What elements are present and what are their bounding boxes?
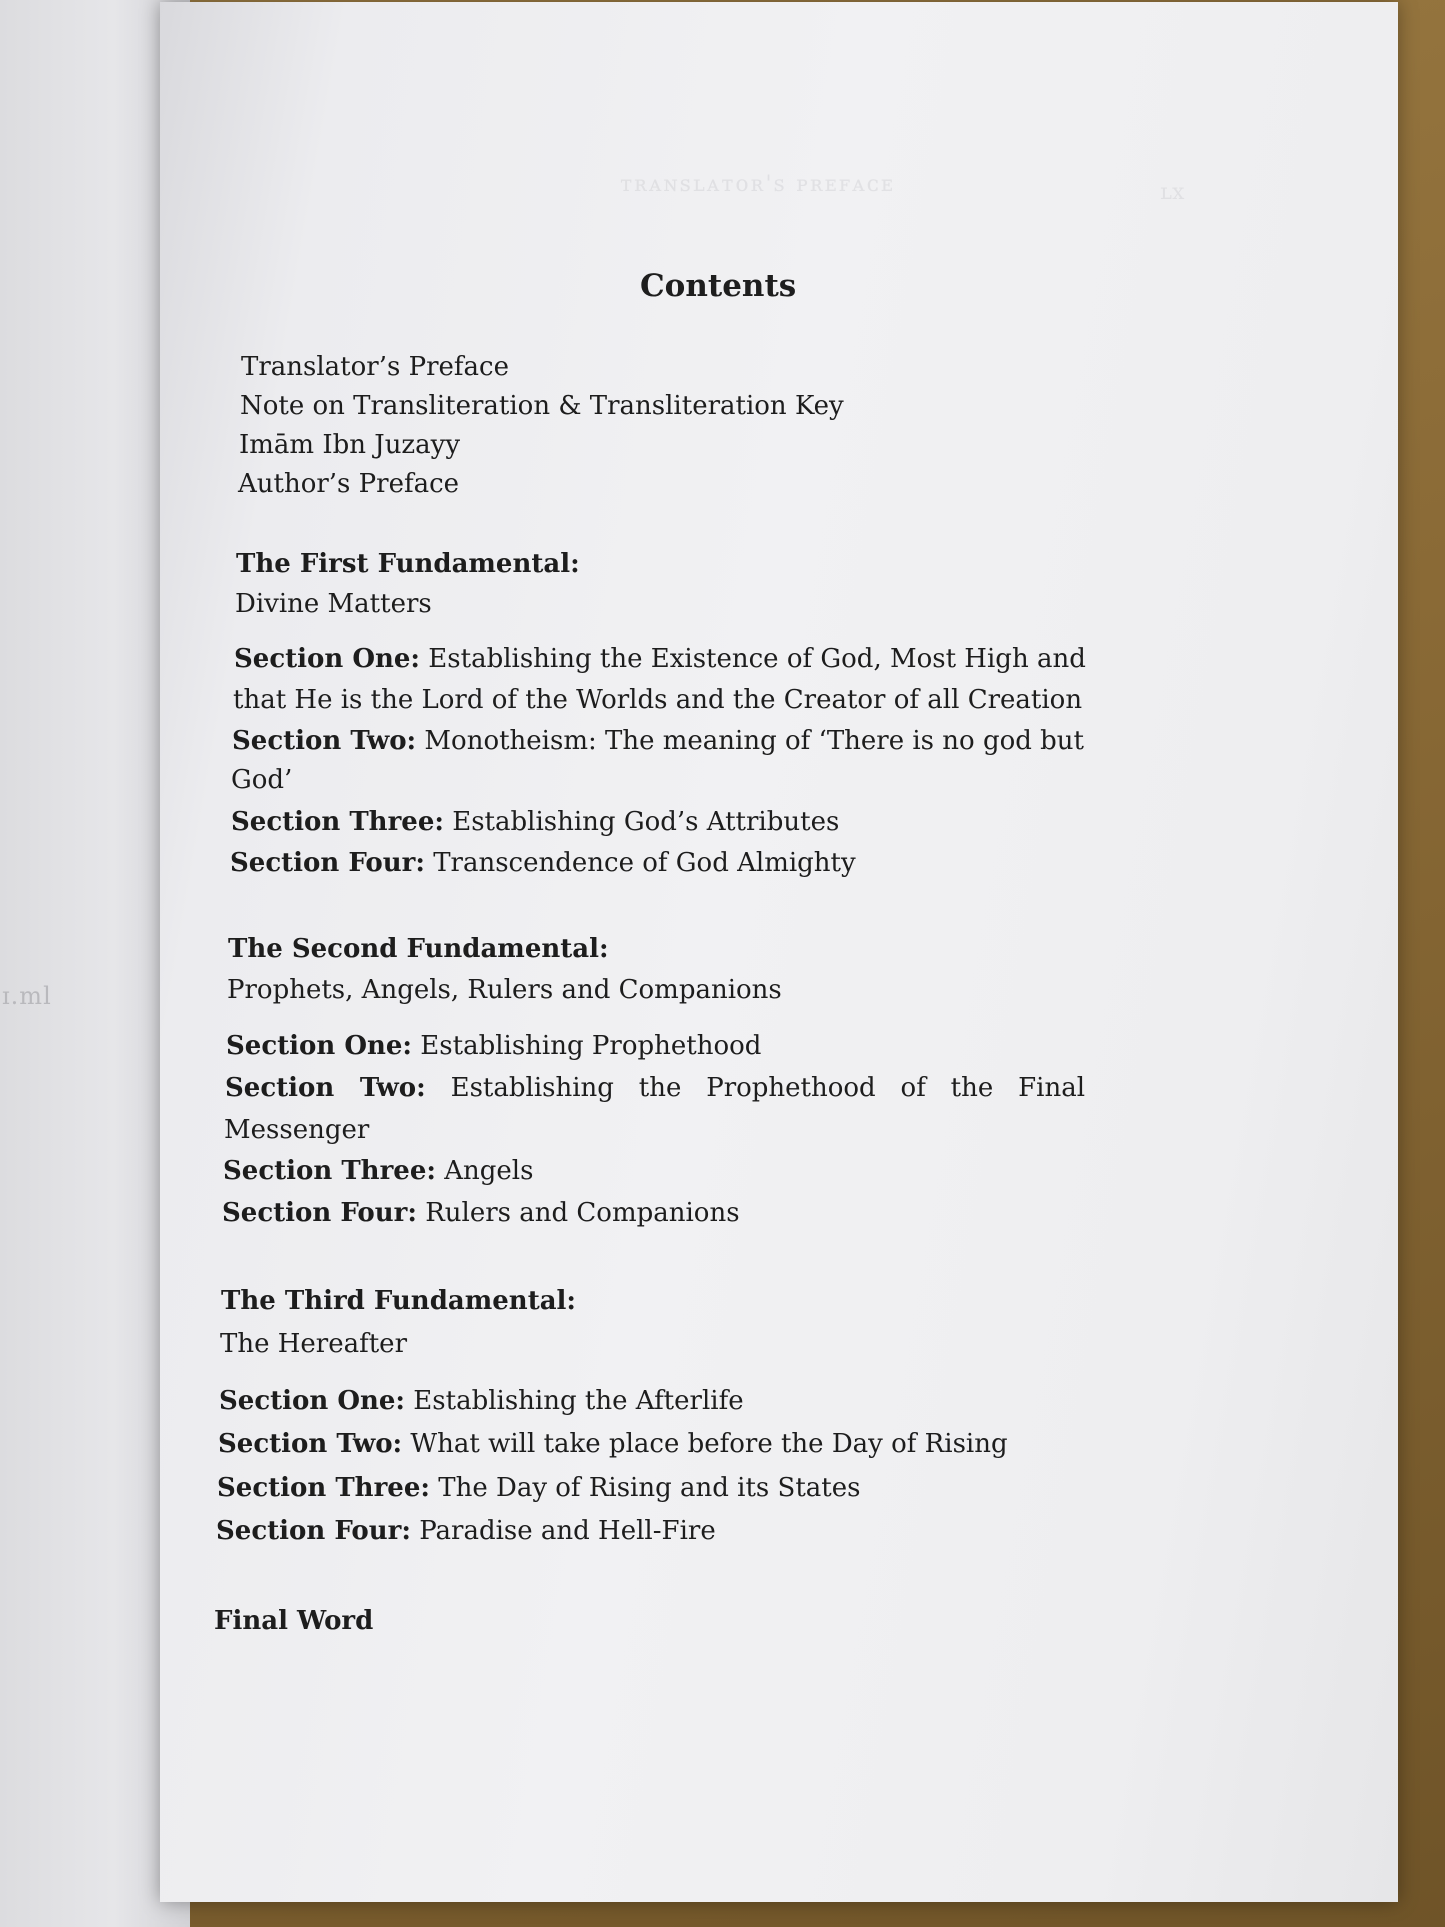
fundamental-heading-1: The First Fundamental: — [236, 549, 580, 579]
toc-entry-section: Section One: Establishing the Existence of God, Most High and — [234, 644, 1086, 674]
toc-entry-section: Section Four: Paradise and Hell-Fire — [216, 1516, 716, 1546]
page-title: Contents — [640, 268, 797, 304]
bleed-through-page-number: ʟx — [1160, 180, 1185, 205]
bleed-through-header: ᴛʀᴀɴꜱʟᴀᴛᴏʀ'ꜱ ᴘʀᴇꜰᴀᴄᴇ — [620, 172, 896, 197]
toc-entry-authors-preface: Author’s Preface — [238, 469, 460, 499]
toc-entry-section-continuation: that He is the Lord of the Worlds and the Creator of all Creation — [233, 685, 1083, 715]
toc-entry-section-continuation: Messenger — [224, 1115, 370, 1145]
toc-entry-section: Section Two: Monotheism: The meaning of ‘There is no god but — [232, 726, 1084, 756]
toc-entry-section: Section Four: Transcendence of God Almighty — [230, 848, 856, 878]
fundamental-subtitle-2: Prophets, Angels, Rulers and Companions — [227, 975, 782, 1005]
toc-entry-section: Section Three: The Day of Rising and its States — [217, 1473, 861, 1503]
toc-entry-section: Section Three: Angels — [223, 1156, 534, 1186]
toc-entry-section: Section Four: Rulers and Companions — [222, 1198, 740, 1228]
toc-entry-imam-ibn-juzayy: Imām Ibn Juzayy — [239, 430, 461, 460]
toc-entry-transliteration-note: Note on Transliteration & Transliteration Key — [240, 391, 844, 421]
fundamental-heading-2: The Second Fundamental: — [228, 934, 609, 964]
contents-page — [160, 2, 1398, 1902]
toc-entry-translators-preface: Translator’s Preface — [241, 352, 509, 382]
left-page-bleed-mark: ɪ.ml — [2, 982, 52, 1010]
toc-entry-section: Section One: Establishing the Afterlife — [219, 1386, 744, 1416]
fundamental-heading-3: The Third Fundamental: — [221, 1286, 577, 1316]
toc-entry-section: Section One: Establishing Prophethood — [226, 1031, 762, 1061]
toc-entry-section: Section Two: Establishing the Prophethood of the Final — [225, 1073, 1086, 1103]
toc-entry-final-word: Final Word — [214, 1606, 374, 1636]
fundamental-subtitle-1: Divine Matters — [235, 589, 432, 619]
toc-entry-section: Section Two: What will take place before the Day of Rising — [218, 1429, 1008, 1459]
toc-entry-section: Section Three: Establishing God’s Attributes — [231, 807, 840, 837]
toc-entry-section-continuation: God’ — [231, 765, 293, 795]
fundamental-subtitle-3: The Hereafter — [220, 1329, 408, 1359]
